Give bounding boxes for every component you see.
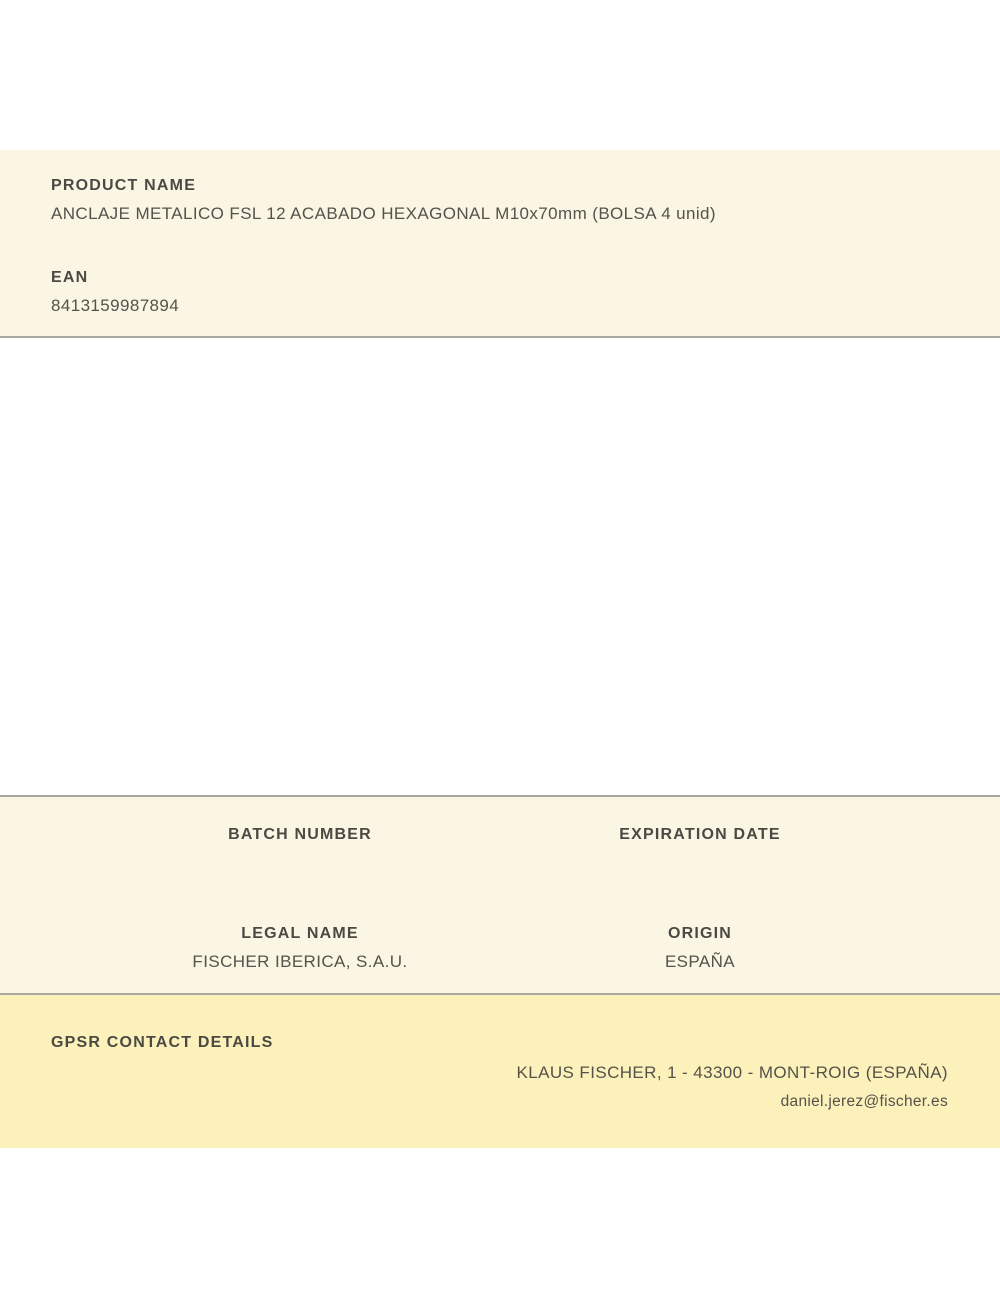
gpsr-email: daniel.jerez@fischer.es (780, 1093, 948, 1110)
top-whitespace (0, 0, 1000, 150)
gpsr-address: KLAUS FISCHER, 1 - 43300 - MONT-ROIG (ESPAÑA) (516, 1063, 948, 1082)
origin-value: ESPAÑA (664, 952, 736, 971)
ean-field (51, 268, 950, 316)
batch-expiration-row (100, 825, 900, 853)
gpsr-contact-section (0, 995, 1000, 1148)
product-name-value: ANCLAJE METALICO FSL 12 ACABADO HEXAGONAL M10x70mm (BOLSA 4 unid) (51, 204, 716, 223)
legal-origin-row (100, 924, 900, 972)
batch-legal-section (0, 795, 1000, 995)
gpsr-contact-label: GPSR CONTACT DETAILS (51, 1034, 274, 1051)
batch-number-label: BATCH NUMBER (228, 826, 372, 843)
gpsr-contact-lines (51, 1063, 948, 1112)
legal-name-value: FISCHER IBERICA, S.A.U. (192, 952, 408, 971)
ean-label: EAN (51, 269, 89, 286)
legal-name-label: LEGAL NAME (241, 925, 359, 942)
product-info-section (0, 150, 1000, 338)
legal-name-field (100, 924, 500, 972)
expiration-date-field (500, 825, 900, 853)
middle-whitespace (0, 338, 1000, 795)
origin-label: ORIGIN (667, 925, 733, 942)
origin-field (500, 924, 900, 972)
product-name-label: PRODUCT NAME (51, 177, 197, 194)
batch-number-field (100, 825, 500, 853)
expiration-date-label: EXPIRATION DATE (619, 826, 781, 843)
ean-value: 8413159987894 (51, 296, 180, 315)
product-name-field (51, 176, 950, 224)
